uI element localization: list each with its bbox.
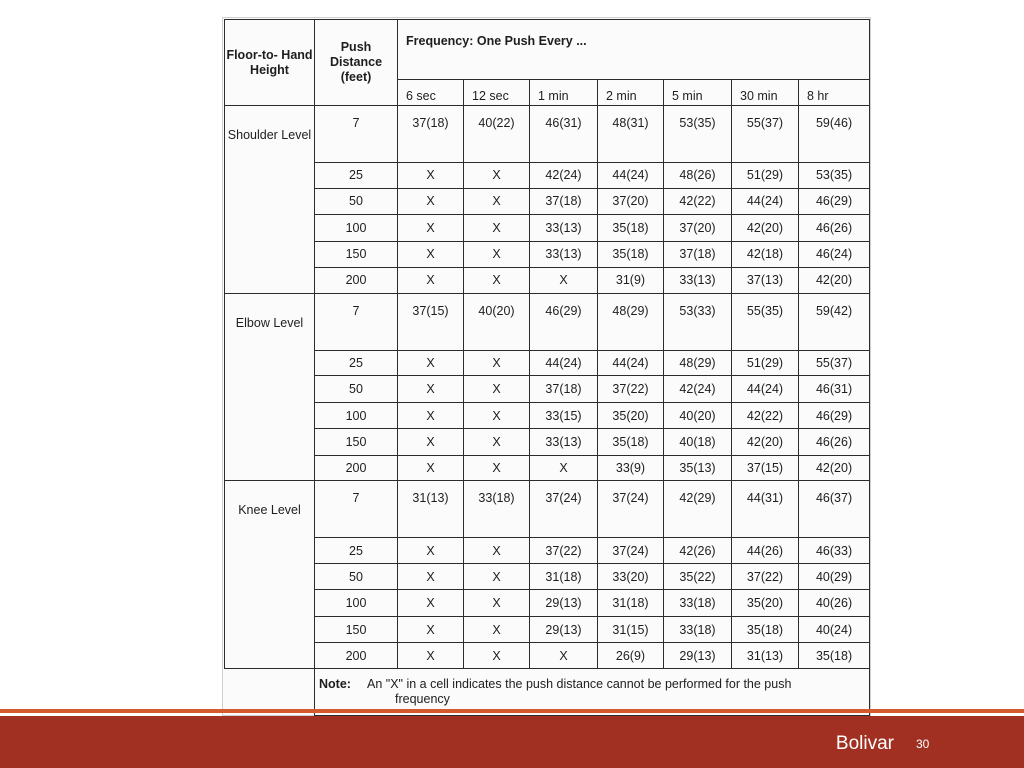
column-header: 12 sec — [464, 80, 530, 106]
force-value-cell: X — [464, 538, 530, 564]
column-header: 2 min — [598, 80, 664, 106]
table-row — [225, 481, 870, 538]
table-row — [225, 538, 870, 564]
frequency-header: Frequency: One Push Every ... — [398, 20, 870, 80]
force-value-cell: X — [464, 268, 530, 294]
table-row — [225, 241, 870, 268]
force-value-cell: X — [464, 163, 530, 189]
force-value-cell: X — [464, 350, 530, 376]
scanned-table-image — [222, 17, 871, 716]
force-value-cell: 42(24) — [530, 163, 598, 189]
table-row — [225, 293, 870, 350]
force-value-cell: X — [398, 455, 464, 481]
table-row — [225, 455, 870, 481]
force-value-cell: X — [398, 241, 464, 268]
force-value-cell: 37(24) — [598, 481, 664, 538]
table-row — [225, 402, 870, 429]
force-value-cell: 44(26) — [732, 538, 799, 564]
force-value-cell: 44(24) — [598, 350, 664, 376]
force-value-cell: 42(18) — [732, 241, 799, 268]
table-body — [225, 106, 870, 716]
force-value-cell: X — [398, 590, 464, 617]
force-value-cell: 37(22) — [530, 538, 598, 564]
force-value-cell: 33(13) — [530, 241, 598, 268]
push-distance-cell: 150 — [315, 429, 398, 456]
force-value-cell: 33(18) — [664, 616, 732, 643]
force-value-cell: 51(29) — [732, 163, 799, 189]
force-value-cell: 53(33) — [664, 293, 732, 350]
force-value-cell: 59(46) — [799, 106, 870, 163]
table-row — [225, 590, 870, 617]
push-distance-cell: 150 — [315, 241, 398, 268]
force-value-cell: 35(20) — [598, 402, 664, 429]
force-value-cell: X — [530, 455, 598, 481]
force-value-cell: 37(13) — [732, 268, 799, 294]
force-value-cell: 35(18) — [732, 616, 799, 643]
force-value-cell: 40(24) — [799, 616, 870, 643]
push-distance-cell: 7 — [315, 293, 398, 350]
force-value-cell: 31(15) — [598, 616, 664, 643]
height-level-label: Shoulder Level — [225, 106, 315, 294]
push-distance-cell: 25 — [315, 163, 398, 189]
force-value-cell: 46(37) — [799, 481, 870, 538]
force-value-cell: X — [464, 563, 530, 590]
force-value-cell: 37(24) — [598, 538, 664, 564]
force-value-cell: 55(35) — [732, 293, 799, 350]
push-distance-cell: 200 — [315, 455, 398, 481]
force-value-cell: 42(22) — [732, 402, 799, 429]
table-row — [225, 350, 870, 376]
force-value-cell: 33(13) — [664, 268, 732, 294]
table-row — [225, 188, 870, 215]
force-value-cell: X — [464, 241, 530, 268]
force-value-cell: X — [398, 402, 464, 429]
footer-bar — [0, 716, 1024, 768]
force-value-cell: X — [398, 215, 464, 242]
force-value-cell: 37(15) — [398, 293, 464, 350]
force-value-cell: 37(18) — [398, 106, 464, 163]
force-value-cell: 55(37) — [799, 350, 870, 376]
force-value-cell: 40(20) — [464, 293, 530, 350]
force-value-cell: X — [398, 538, 464, 564]
force-value-cell: 29(13) — [530, 616, 598, 643]
force-value-cell: X — [464, 188, 530, 215]
force-value-cell: 42(24) — [664, 376, 732, 403]
force-value-cell: X — [464, 215, 530, 242]
force-value-cell: X — [464, 590, 530, 617]
force-value-cell: 37(15) — [732, 455, 799, 481]
force-value-cell: 40(20) — [664, 402, 732, 429]
force-value-cell: 37(18) — [530, 376, 598, 403]
force-value-cell: 44(24) — [530, 350, 598, 376]
push-force-table — [224, 19, 870, 716]
force-value-cell: 42(29) — [664, 481, 732, 538]
push-distance-cell: 150 — [315, 616, 398, 643]
force-value-cell: 31(18) — [598, 590, 664, 617]
table-row — [225, 643, 870, 669]
table-row — [225, 429, 870, 456]
footer-author: Bolivar — [835, 733, 894, 754]
force-value-cell: 48(31) — [598, 106, 664, 163]
push-distance-cell: 7 — [315, 481, 398, 538]
force-value-cell: 37(22) — [732, 563, 799, 590]
force-value-cell: X — [398, 376, 464, 403]
force-value-cell: 29(13) — [530, 590, 598, 617]
force-value-cell: 37(18) — [530, 188, 598, 215]
force-value-cell: 42(20) — [732, 215, 799, 242]
table-row — [225, 563, 870, 590]
force-value-cell: X — [464, 402, 530, 429]
column-header: 1 min — [530, 80, 598, 106]
force-value-cell: 53(35) — [799, 163, 870, 189]
force-value-cell: 46(33) — [799, 538, 870, 564]
table-row — [225, 268, 870, 294]
push-distance-cell: 50 — [315, 188, 398, 215]
force-value-cell: 37(24) — [530, 481, 598, 538]
force-value-cell: 44(24) — [732, 376, 799, 403]
push-distance-cell: 200 — [315, 643, 398, 669]
force-value-cell: 46(29) — [799, 188, 870, 215]
column-header: 6 sec — [398, 80, 464, 106]
force-value-cell: 48(29) — [598, 293, 664, 350]
force-value-cell: 26(9) — [598, 643, 664, 669]
force-value-cell: 46(24) — [799, 241, 870, 268]
force-value-cell: X — [398, 429, 464, 456]
table-row — [225, 163, 870, 189]
force-value-cell: 55(37) — [732, 106, 799, 163]
height-level-label: Knee Level — [225, 481, 315, 669]
push-distance-cell: 200 — [315, 268, 398, 294]
table-row — [225, 616, 870, 643]
force-value-cell: 46(31) — [530, 106, 598, 163]
table-row — [225, 376, 870, 403]
force-value-cell: 33(9) — [598, 455, 664, 481]
note-text-line2: frequency — [395, 691, 450, 706]
push-distance-cell: 25 — [315, 350, 398, 376]
force-value-cell: 31(18) — [530, 563, 598, 590]
force-value-cell: 35(18) — [598, 215, 664, 242]
push-distance-cell: 100 — [315, 402, 398, 429]
table-row — [225, 215, 870, 242]
force-value-cell: X — [398, 616, 464, 643]
force-value-cell: 48(29) — [664, 350, 732, 376]
force-value-cell: 33(15) — [530, 402, 598, 429]
force-value-cell: X — [464, 455, 530, 481]
force-value-cell: 51(29) — [732, 350, 799, 376]
force-value-cell: X — [464, 616, 530, 643]
force-value-cell: X — [398, 350, 464, 376]
force-value-cell: X — [464, 643, 530, 669]
force-value-cell: X — [398, 643, 464, 669]
force-value-cell: 42(22) — [664, 188, 732, 215]
force-value-cell: 33(13) — [530, 429, 598, 456]
push-distance-cell: 25 — [315, 538, 398, 564]
push-distance-header: Push Distance (feet) — [315, 20, 398, 106]
note-label: Note: — [319, 676, 351, 691]
force-value-cell: 35(20) — [732, 590, 799, 617]
push-distance-cell: 7 — [315, 106, 398, 163]
force-value-cell: 31(13) — [398, 481, 464, 538]
force-value-cell: 40(18) — [664, 429, 732, 456]
force-value-cell: 46(29) — [530, 293, 598, 350]
force-value-cell: X — [464, 429, 530, 456]
force-value-cell: 35(18) — [598, 241, 664, 268]
table-row — [225, 106, 870, 163]
footer-accent-line — [0, 709, 1024, 713]
push-distance-cell: 100 — [315, 215, 398, 242]
force-value-cell: 42(26) — [664, 538, 732, 564]
force-value-cell: 35(18) — [799, 643, 870, 669]
force-value-cell: 44(24) — [732, 188, 799, 215]
floor-to-hand-header: Floor-to- Hand Height — [225, 20, 315, 106]
force-value-cell: 33(13) — [530, 215, 598, 242]
force-value-cell: X — [398, 563, 464, 590]
force-value-cell: 44(31) — [732, 481, 799, 538]
force-value-cell: X — [530, 268, 598, 294]
force-value-cell: 31(9) — [598, 268, 664, 294]
push-distance-cell: 100 — [315, 590, 398, 617]
force-value-cell: X — [530, 643, 598, 669]
force-value-cell: 46(31) — [799, 376, 870, 403]
force-value-cell: 37(22) — [598, 376, 664, 403]
force-value-cell: 37(20) — [664, 215, 732, 242]
force-value-cell: 46(26) — [799, 429, 870, 456]
note-text-line1: An "X" in a cell indicates the push distance cannot be performed for the push — [367, 676, 792, 691]
slide-page-number: 30 — [916, 737, 930, 751]
column-header: 30 min — [732, 80, 799, 106]
force-value-cell: 46(26) — [799, 215, 870, 242]
force-value-cell: 48(26) — [664, 163, 732, 189]
force-value-cell: 42(20) — [799, 268, 870, 294]
force-value-cell: 46(29) — [799, 402, 870, 429]
force-value-cell: 42(20) — [732, 429, 799, 456]
force-value-cell: X — [464, 376, 530, 403]
force-value-cell: 33(18) — [464, 481, 530, 538]
force-value-cell: 40(29) — [799, 563, 870, 590]
force-value-cell: 53(35) — [664, 106, 732, 163]
force-value-cell: 37(20) — [598, 188, 664, 215]
force-value-cell: X — [398, 163, 464, 189]
force-value-cell: 35(13) — [664, 455, 732, 481]
force-value-cell: 44(24) — [598, 163, 664, 189]
force-value-cell: 29(13) — [664, 643, 732, 669]
column-header: 5 min — [664, 80, 732, 106]
force-value-cell: X — [398, 188, 464, 215]
force-value-cell: X — [398, 268, 464, 294]
force-value-cell: 40(26) — [799, 590, 870, 617]
force-value-cell: 40(22) — [464, 106, 530, 163]
height-level-label: Elbow Level — [225, 293, 315, 481]
column-header: 8 hr — [799, 80, 870, 106]
push-distance-cell: 50 — [315, 376, 398, 403]
push-distance-cell: 50 — [315, 563, 398, 590]
force-value-cell: 59(42) — [799, 293, 870, 350]
force-value-cell: 42(20) — [799, 455, 870, 481]
force-value-cell: 35(22) — [664, 563, 732, 590]
force-value-cell: 35(18) — [598, 429, 664, 456]
force-value-cell: 31(13) — [732, 643, 799, 669]
force-value-cell: 33(20) — [598, 563, 664, 590]
force-value-cell: 37(18) — [664, 241, 732, 268]
force-value-cell: 33(18) — [664, 590, 732, 617]
